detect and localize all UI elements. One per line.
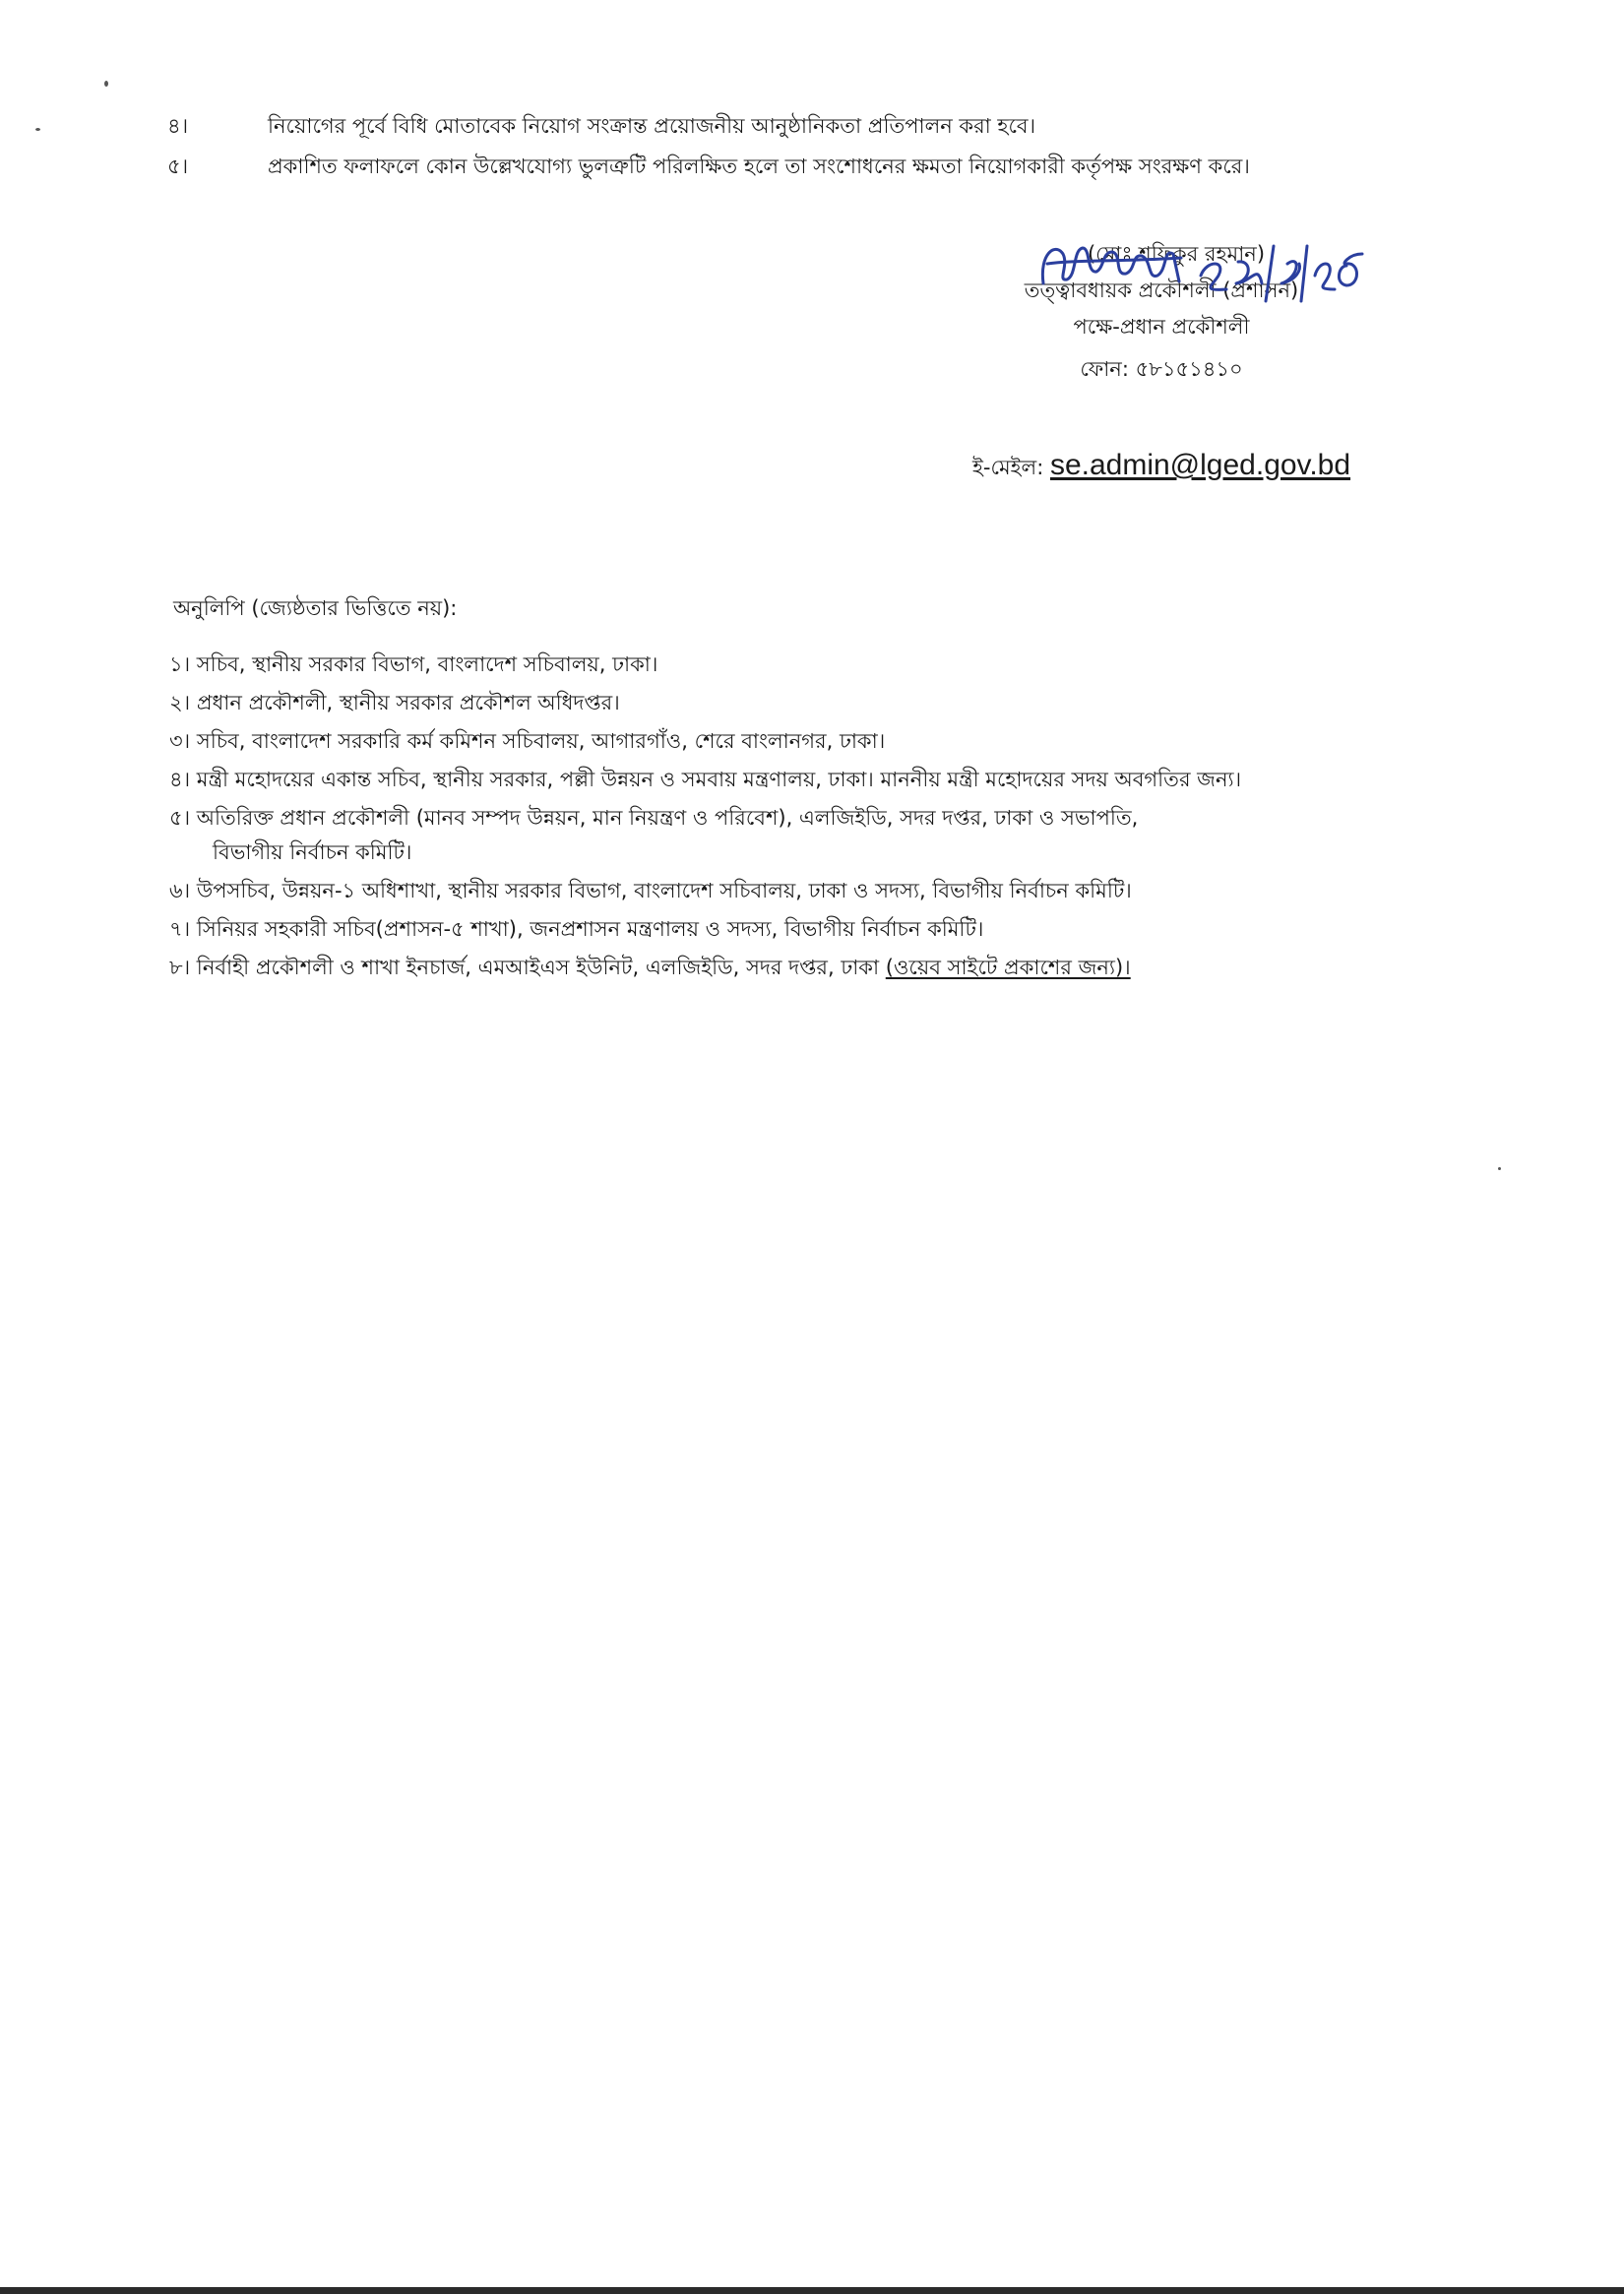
scan-speck xyxy=(1498,1167,1501,1170)
list-item: ৩। সচিব, বাংলাদেশ সরকারি কর্ম কমিশন সচিবালয়, আগারগাঁও, শেরে বাংলানগর, ঢাকা। xyxy=(169,729,886,753)
copies-list xyxy=(169,648,1587,989)
signatory-email xyxy=(866,449,1457,486)
phone-number: ৫৮১৫১৪১০ xyxy=(1135,357,1243,381)
signatory-phone xyxy=(866,351,1457,388)
web-publish-note: (ওয়েব সাইটে প্রকাশের জন্য)। xyxy=(885,956,1131,979)
copies-heading: অনুলিপি (জ্যেষ্ঠতার ভিত্তিতে নয়): xyxy=(173,596,458,620)
list-item xyxy=(169,951,1587,985)
list-item: ৭। সিনিয়র সহকারী সচিব(প্রশাসন-৫ শাখা), জনপ্রশাসন মন্ত্রণালয় ও সদস্য, বিভাগীয় নির্বাচন কমিটি। xyxy=(169,917,984,941)
clause-5 xyxy=(167,152,1565,181)
list-item xyxy=(169,801,1587,870)
list-item-line: ৫। অতিরিক্ত প্রধান প্রকৌশলী (মানব সম্পদ উন্নয়ন, মান নিয়ন্ত্রণ ও পরিবেশ), এলজিইডি, সদর দপ্তর, ঢাকা ও সভাপতি, xyxy=(169,806,1139,830)
signatory-on-behalf: পক্ষে-প্রধান প্রকৌশলী xyxy=(1073,315,1250,339)
email-address: se.admin@lged.gov.bd xyxy=(1049,449,1351,481)
list-item: ২। প্রধান প্রকৌশলী, স্থানীয় সরকার প্রকৌশল অধিদপ্তর। xyxy=(169,691,620,714)
clause-text: নিয়োগের পূর্বে বিধি মোতাবেক নিয়োগ সংক্রান্ত প্রয়োজনীয় আনুষ্ঠানিকতা প্রতিপালন করা হবে। xyxy=(268,114,1036,138)
scan-bottom-edge xyxy=(0,2287,1624,2294)
list-item: ১। সচিব, স্থানীয় সরকার বিভাগ, বাংলাদেশ সচিবালয়, ঢাকা। xyxy=(169,652,658,676)
clause-number: ৪। xyxy=(167,114,189,138)
list-item-line: ৮। নির্বাহী প্রকৌশলী ও শাখা ইনচার্জ, এমআইএস ইউনিট, এলজিইডি, সদর দপ্তর, ঢাকা xyxy=(169,956,880,979)
clause-number: ৫। xyxy=(167,155,189,178)
clause-4 xyxy=(167,111,1565,141)
list-item-continuation: বিভাগীয় নির্বাচন কমিটি। xyxy=(213,840,412,864)
phone-label: ফোন: xyxy=(1080,357,1129,381)
signatory-designation: তত্ত্বাবধায়ক প্রকৌশলী (প্রশাসন) xyxy=(1024,279,1299,302)
scan-speck xyxy=(104,81,108,87)
scan-speck xyxy=(35,128,40,131)
list-item: ৪। মন্ত্রী মহোদয়ের একান্ত সচিব, স্থানীয় সরকার, পল্লী উন্নয়ন ও সমবায় মন্ত্রণালয়, ঢাকা। মাননীয় মন্ত্রী মহোদয়ের সদয় অবগতির জন্য। xyxy=(169,768,1242,791)
signatory-name: (মোঃ শফিকুর রহমান) xyxy=(1087,242,1266,266)
clause-text: প্রকাশিত ফলাফলে কোন উল্লেখযোগ্য ভুলত্রুটি পরিলক্ষিত হলে তা সংশোধনের ক্ষমতা নিয়োগকারী কর্তৃপক্ষ সংরক্ষণ করে। xyxy=(268,155,1250,178)
list-item: ৬। উপসচিব, উন্নয়ন-১ অধিশাখা, স্থানীয় সরকার বিভাগ, বাংলাদেশ সচিবালয়, ঢাকা ও সদস্য, বিভাগীয় নির্বাচন কমিটি। xyxy=(169,879,1132,902)
handwritten-signature xyxy=(1033,224,1368,313)
email-label: ই-মেইল: xyxy=(971,456,1044,479)
